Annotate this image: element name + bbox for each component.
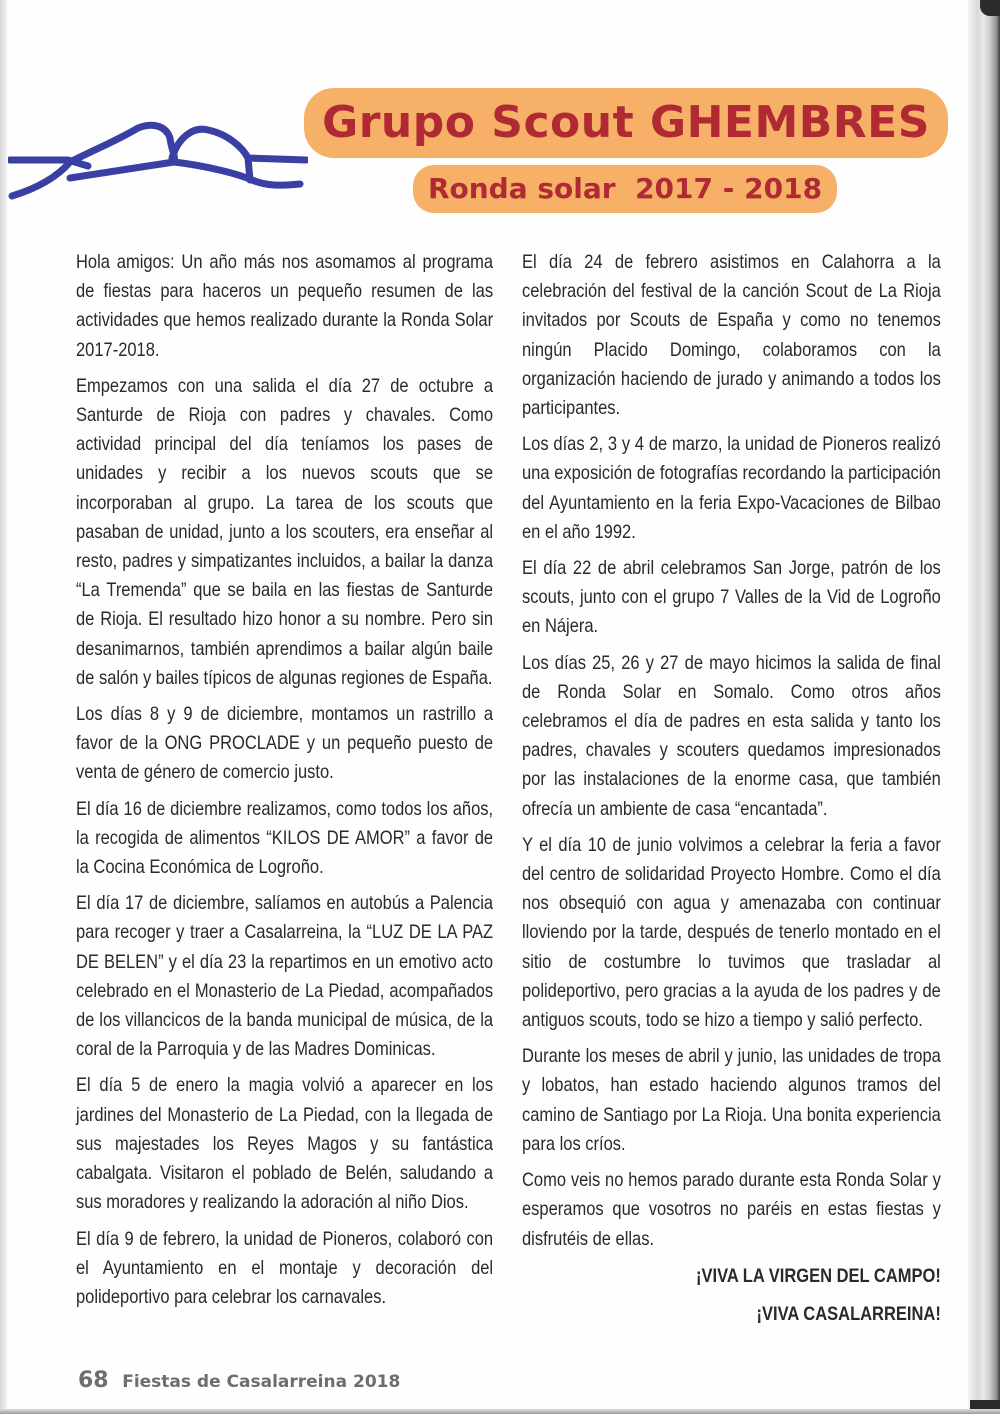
closing-cheer: ¡VIVA CASALARREINA! [756,1303,941,1325]
paragraph: El día 5 de enero la magia volvió a aparecer en los jardines del Monasterio de La Piedad, con la llegada de sus majestades los Reyes Magos y su fantástica cabalgata. Visitaron el poblado de Belén, saludando a sus moradores y realizando la adoración al niño Dios. [76,1075,494,1214]
article-left-column [76,248,493,1319]
title-container [306,92,946,164]
paragraph: El día 16 de diciembre realizamos, como todos los años, la recogida de alimentos “KILOS DE AMOR” a favor de la Cocina Económica de Logroño. [76,798,494,879]
paragraph: Y el día 10 de junio volvimos a celebrar la feria a favor del centro de solidaridad Proyecto Hombre. Como el día nos obsequió con agua y amenazaba con continuar lloviendo por la tarde, después de tenerlo montado en el sitio de costumbre lo tuvimos que trasladar al polideportivo, pero gracias a la ayuda de los padres y de antiguos scouts, todo se hizo a tiempo y salió perfecto. [522,834,941,1032]
paragraph: El día 17 de diciembre, salíamos en autobús a Palencia para recoger y traer a Casalarreina, la “LUZ DE LA PAZ DE BELEN” y el día 23 la repartimos en un emotivo acto celebrado en el Monasterio de La Piedad, acompañados de los villancicos de la banda municipal de música, de la coral de la Parroquia y de las Madres Dominicas. [76,893,494,1061]
paragraph: Los días 25, 26 y 27 de mayo hicimos la salida de final de Ronda Solar en Somalo. Como otros años celebramos el día de padres en esta salida y tanto los padres, chavales y scouters quedamos impresionados por las instalaciones de la enorme casa, que también ofrecía un ambiente de casa “encantada”. [522,652,941,820]
page-bottom-edge [0,1409,1000,1414]
article-right-column [522,248,941,1337]
subtitle-container [410,168,840,214]
paragraph: Empezamos con una salida el día 27 de octubre a Santurde de Rioja con padres y chavales. Como actividad principal del día teníamos los pases de unidades y recibir a los nuevos scouts que se incorporaban al grupo. La tarea de los scouts que pasaban de unidad, junto a los scouters, era enseñar al resto, padres y simpatizantes incluidos, a bailar la danza “La Tremenda” que se baila en las fiestas de Santurde de Rioja. El resultado hizo honor a su nombre. Pero sin desanimarnos, también aprendimos a bailar algún baile de salón y bailes típicos de algunas regiones de España. [76,375,494,689]
paragraph: El día 9 de febrero, la unidad de Pioneros, colaboró con el Ayuntamiento en el montaje y decoración del polideportivo para celebrar los carnavales. [76,1228,494,1308]
page-number: 68 [78,1368,109,1393]
page-title: Grupo Scout GHEMBRES [308,92,944,154]
paragraph: Hola amigos: Un año más nos asomamos al programa de fiestas para haceros un pequeño resumen de las actividades que hemos realizado durante la Ronda Solar 2017-2018. [76,252,494,361]
paragraph: Durante los meses de abril y junio, las unidades de tropa y lobatos, han estado haciendo algunos tramos del camino de Santiago por La Rioja. Una bonita experiencia para los críos. [522,1046,941,1155]
book-spine-corner-top [980,0,1000,16]
page-left-edge [0,0,7,1414]
paragraph: Los días 2, 3 y 4 de marzo, la unidad de Pioneros realizó una exposición de fotografías recordando la participación del Ayuntamiento en la feria Expo-Vacaciones de Bilbao en el año 1992. [522,434,941,543]
page-footer [78,1368,400,1393]
paragraph: El día 24 de febrero asistimos en Calahorra a la celebración del festival de la canción Scout de La Rioja invitados por Scouts de España y como no tenemos ningún Placido Domingo, colaboramos con la organización haciendo de jurado y animando a todos los participantes. [522,252,941,420]
book-spine-shadow [968,0,1000,1414]
paragraph: El día 22 de abril celebramos San Jorge, patrón de los scouts, junto con el grupo 7 Valles de la Vid de Logroño en Nájera. [522,558,941,638]
scout-birds-logo-icon [8,118,308,208]
publication-title: Fiestas de Casalarreina 2018 [122,1372,401,1392]
paragraph: Los días 8 y 9 de diciembre, montamos un rastrillo a favor de la ONG PROCLADE y un pequeño puesto de venta de género de comercio justo. [76,704,494,784]
closing-cheer: ¡VIVA LA VIRGEN DEL CAMPO! [696,1265,941,1287]
page-subtitle: Ronda solar 2017 - 2018 [416,168,834,210]
paragraph: Como veis no hemos parado durante esta Ronda Solar y esperamos que vosotros no paréis en estas fiestas y disfrutéis de ellas. [522,1170,941,1250]
